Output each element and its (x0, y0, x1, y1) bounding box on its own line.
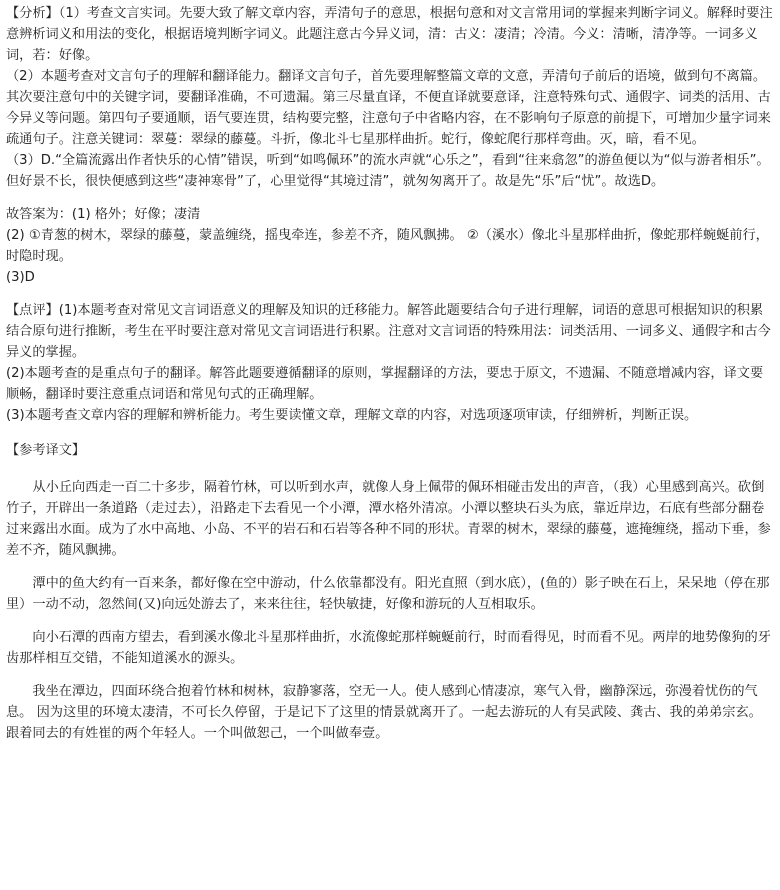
translation-paragraph-2: 潭中的鱼大约有一百来条，都好像在空中游动，什么依靠都没有。阳光直照（到水底），(鱼的）影子映在石上，呆呆地（停在那里）一动不动，忽然间(又)向远处游去了，来来往往，轻快敏捷，好像和游玩的人互相取乐。 (6, 576, 770, 612)
translation-paragraph-1: 从小丘向西走一百二十多步，隔着竹林，可以听到水声，就像人身上佩带的佩环相碰击发出的声音，（我）心里感到高兴。砍倒竹子，开辟出一条道路（走过去），沿路走下去看见一个小潭，潭水格外清凉。小潭以整块石头为底，靠近岸边，石底有些部分翻卷过来露出水面。成为了水中高地、小岛、不平的岩石和石岩等各种不同的形状。青翠的树木，翠绿的藤蔓，遮掩缠绕，摇动下垂，参差不齐，随风飘拂。 (6, 480, 771, 558)
comment-part-1: 【点评】(1)本题考查对常见文言词语意义的理解及知识的迁移能力。解答此题要结合句子进行理解，词语的意思可根据知识的积累结合原句进行推断，考生在平时要注意对常见文言词语进行积累。注意对文言词语的特殊用法：词类活用、一词多义、通假字和古今异义的掌握。 (6, 303, 771, 360)
translation-heading: 【参考译文】 (6, 443, 86, 458)
analysis-part-2: （2）本题考查对文言句子的理解和翻译能力。翻译文言句子，首先要理解整篇文章的文意，弄清句子前后的语境，做到句不离篇。其次要注意句中的关键字词，要翻译准确，不可遗漏。第三尽量直译，不便直译就要意译，注意特殊句式、通假字、词类的活用、古今异义等问题。第四句子要通顺，语气要连贯，结构要完整，注意句子中省略内容，在不影响句子原意的前提下，可增加少量字词来疏通句子。注意关键词：翠蔓：翠绿的藤蔓。斗折，像北斗七星那样曲折。蛇行，像蛇爬行那样弯曲。灭，暗，看不见。 (6, 69, 771, 147)
analysis-part-1: 【分析】（1）考查文言实词。先要大致了解文章内容，弄清句子的意思，根据句意和对文言常用词的掌握来判断字词义。解释时要注意辨析词义和用法的变化，根据语境判断字词义。此题注意古今异义词，清：古义：凄清；冷清。今义：清晰，清净等。一词多义词，若：好像。 (6, 6, 773, 63)
translation-paragraph-3: 向小石潭的西南方望去，看到溪水像北斗星那样曲折，水流像蛇那样蜿蜒前行，时而看得见，时而看不见。两岸的地势像狗的牙齿那样相互交错，不能知道溪水的源头。 (6, 630, 771, 666)
analysis-part-3: （3）D.“全篇流露出作者快乐的心情”错误，听到“如鸣佩环”的流水声就“心乐之”，看到“往来翕忽”的游鱼便以为“似与游者相乐”。但好景不长，很快便感到这些“凄神寒骨”了，心里觉得“其境过清”，就匆匆离开了。故是先“乐”后“忧”。故选D。 (6, 153, 770, 189)
translation-paragraph-4: 我坐在潭边，四面环绕合抱着竹林和树林，寂静寥落，空无一人。使人感到心情凄凉，寒气入骨，幽静深远，弥漫着忧伤的气息。 因为这里的环境太凄清，不可长久停留，于是记下了这里的情景就离开了。一起去游玩的人有吴武陵、龚古、我的弟弟宗玄。跟着同去的有姓崔的两个年轻人。一个叫做恕己，一个叫做奉壹。 (6, 684, 762, 741)
comment-section (6, 300, 774, 426)
analysis-section (6, 3, 774, 192)
answer-line-2: (2) ①青葱的树木，翠绿的藤蔓，蒙盖缠绕，摇曳牵连，参差不齐，随风飘拂。 ②（溪水）像北斗星那样曲折，像蛇那样蜿蜒前行，时隐时现。 (6, 228, 769, 264)
comment-part-2: (2)本题考查的是重点句子的翻译。解答此题要遵循翻译的原则，掌握翻译的方法，要忠于原文，不遗漏、不随意增减内容，译文要顺畅，翻译时要注意重点词语和常见句式的正确理解。 (6, 366, 764, 402)
comment-part-3: (3)本题考查文章内容的理解和辨析能力。考生要读懂文章，理解文章的内容，对选项逐项审读，仔细辨析，判断正误。 (6, 408, 698, 423)
translation-section (6, 440, 774, 744)
answer-section (6, 204, 774, 288)
answer-line-1: 故答案为：(1) 格外；好像；凄清 (6, 207, 201, 222)
answer-line-3: (3)D (6, 270, 35, 285)
